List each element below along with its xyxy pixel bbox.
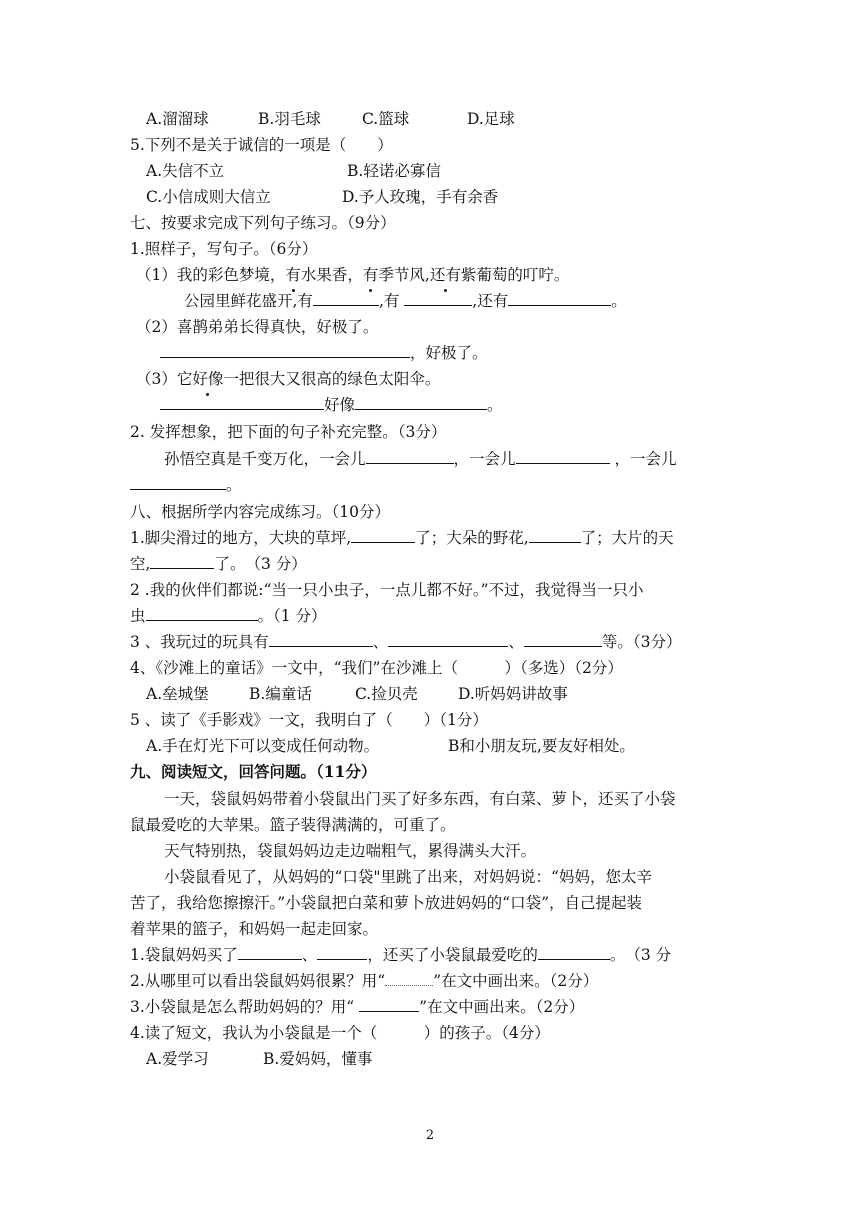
option-a: A.爱学习 (146, 1050, 209, 1068)
fill-text: 了；大朵的野花, (415, 529, 529, 547)
fill-text: 3.小袋鼠是怎么帮助妈妈的？用“ (130, 998, 360, 1016)
q7-fill2 (160, 340, 488, 366)
fill-text: ，一会儿 (453, 450, 516, 468)
emphasis-mark: 好像 (192, 366, 223, 392)
fill-text: 。 (487, 396, 503, 414)
answer-blank[interactable] (160, 392, 324, 410)
fill-text: 、 (508, 633, 524, 651)
fill-text: 公园里鲜花盛开,有 (184, 292, 313, 310)
option-b: B.编童话 (249, 685, 312, 703)
fill-text: 虫 (130, 607, 146, 625)
option-a: A.垒城堡 (146, 685, 209, 703)
answer-blank[interactable] (516, 446, 610, 464)
fill-text: ，还买了小袋鼠最爱吃的 (367, 946, 538, 964)
answer-blank[interactable] (160, 340, 410, 358)
passage-line: 苦了，我给您擦擦汗。”小袋鼠把白菜和萝卜放进妈妈的“口袋”，自己提起装 (130, 894, 643, 912)
q8-item2-cont (130, 603, 327, 629)
q7-sub2: 2. 发挥想象，把下面的句子补充完整。（3分） (130, 423, 447, 441)
emphasis-mark: 有 (285, 262, 301, 288)
fill-text: 2.从哪里可以看出袋鼠妈妈很累？用“ (130, 972, 386, 990)
option-c: C.小信成则大信立 (146, 188, 271, 206)
option-c: C.篮球 (362, 110, 410, 128)
fill-text: 、 (301, 946, 318, 964)
fill-text: ”在文中画出来。（2分） (433, 972, 599, 990)
option-d: D.足球 (467, 110, 515, 128)
fill-text: 、 (372, 633, 389, 651)
answer-blank[interactable] (130, 472, 226, 490)
answer-blank[interactable] (269, 629, 373, 647)
fill-text: 空, (130, 555, 151, 573)
fill-text: 好像 (324, 396, 356, 414)
answer-blank[interactable] (524, 629, 602, 647)
fill-text: 等。（3分） (601, 633, 682, 651)
option-d: D.予人玫瑰，手有余香 (342, 188, 499, 206)
q7-fill3 (160, 392, 503, 418)
answer-blank[interactable] (538, 942, 610, 960)
wavy-line-mark (385, 971, 433, 986)
option-c: C.捡贝壳 (355, 685, 418, 703)
q8-item3 (130, 629, 681, 655)
answer-blank[interactable] (146, 603, 258, 621)
fill-text: 1.袋鼠妈妈买了 (130, 946, 238, 964)
answer-blank[interactable] (366, 446, 454, 464)
option-a: A.手在灯光下可以变成任何动物。 (146, 737, 380, 755)
example-text: （3）它 (136, 370, 193, 388)
q7-example1 (136, 262, 569, 288)
passage-line: 一天，袋鼠妈妈带着小袋鼠出门买了好多东西，有白菜、萝卜，还买了小袋 (164, 790, 676, 808)
option-a: A.溜溜球 (146, 110, 209, 128)
fill-text: 。 (611, 292, 627, 310)
q7-sub1: 1.照样子，写句子。（6分） (130, 240, 318, 258)
q9-question3 (130, 994, 584, 1020)
answer-blank[interactable] (388, 629, 508, 647)
example-text: 紫葡萄的叮咛。 (460, 266, 570, 284)
example-text: 一把很大又很高的绿色太阳伞。 (223, 370, 441, 388)
section-7-heading: 七、按要求完成下列句子练习。（9分） (130, 214, 396, 232)
passage-line: 着苹果的篮子，和妈妈一起走回家。 (130, 920, 379, 938)
fill-text: 。 （3 分 (609, 946, 672, 964)
option-b: B和小朋友玩,要友好相处。 (448, 737, 635, 755)
answer-blank[interactable] (355, 392, 487, 410)
q9-question1 (130, 942, 671, 968)
fill-text: ”在文中画出来。（2分） (419, 998, 585, 1016)
page-number: 2 (425, 1128, 435, 1143)
answer-blank[interactable] (313, 288, 379, 306)
section-9-heading: 九、阅读短文，回答问题。（11分） (130, 762, 377, 781)
q8-item1-cont (130, 551, 307, 577)
answer-blank[interactable] (351, 525, 415, 543)
emphasis-mark: 还有 (430, 262, 461, 288)
q6-5-stem: 5.下列不是关于诚信的一项是（ ） (130, 136, 393, 154)
fill-text: ，一会儿 (614, 450, 677, 468)
section-8-heading: 八、根据所学内容完成练习。（10分） (130, 503, 390, 521)
passage-line: 天气特别热，袋鼠妈妈边走边喘粗气，累得满头大汗。 (164, 842, 537, 860)
passage-line: 鼠最爱吃的大苹果。篮子装得满满的，可重了。 (130, 816, 456, 834)
passage-line: 小袋鼠看见了，从妈妈的“口袋"里跳了出来，对妈妈说：“妈妈，您太辛 (164, 868, 652, 886)
fill-text: ,还有 (472, 292, 509, 310)
fill-text: 。（1 分） (257, 607, 327, 625)
q8-item1 (130, 525, 674, 551)
example-text: 季节风, (378, 266, 430, 284)
answer-blank[interactable] (404, 288, 472, 306)
emphasis-mark: 有 (363, 262, 379, 288)
q7-fill4-cont (130, 472, 242, 498)
fill-text: ,有 (378, 292, 400, 310)
q8-item4: 4、《沙滩上的童话》一文中，“我们”在沙滩上（ ）（多选）（2分） (130, 659, 623, 677)
q8-item5: 5 、读了《手影戏》一文，我明白了（ ）（1分） (130, 711, 488, 729)
answer-blank[interactable] (317, 942, 367, 960)
option-a: A.失信不立 (146, 162, 225, 180)
option-b: B.爱妈妈，懂事 (263, 1050, 373, 1068)
q7-fill4 (164, 446, 676, 472)
answer-blank[interactable] (150, 551, 214, 569)
q9-question4: 4.读了短文，我认为小袋鼠是一个（ ）的孩子。（4分） (130, 1024, 550, 1042)
straight-line-mark (359, 994, 419, 1012)
fill-text: ，好极了。 (410, 344, 488, 362)
answer-blank[interactable] (529, 525, 581, 543)
fill-text: 孙悟空真是千变万化，一会儿 (164, 450, 366, 468)
fill-text: 了。 （3 分） (214, 555, 307, 573)
fill-text: 3 、我玩过的玩具有 (130, 633, 269, 651)
option-b: B.轻诺必寡信 (347, 162, 441, 180)
q9-question2 (130, 968, 598, 994)
fill-text: 了；大片的天 (580, 529, 674, 547)
example-text: 水果香， (300, 266, 363, 284)
q7-example3 (136, 366, 440, 392)
example-text: （1）我的彩色梦境， (136, 266, 286, 284)
answer-blank[interactable] (508, 288, 611, 306)
fill-text: 。 (226, 476, 242, 494)
answer-blank[interactable] (238, 942, 302, 960)
option-d: D.听妈妈讲故事 (458, 685, 568, 703)
fill-text: 1.脚尖滑过的地方，大块的草坪, (130, 529, 352, 547)
q8-item2: 2 .我的伙伴们都说:“当一只小虫子，一点儿都不好。”不过，我觉得当一只小 (130, 581, 644, 599)
option-b: B.羽毛球 (258, 110, 321, 128)
q7-fill1 (184, 288, 627, 314)
q7-example2: （2）喜鹊弟弟长得真快，好极了。 (136, 318, 379, 336)
